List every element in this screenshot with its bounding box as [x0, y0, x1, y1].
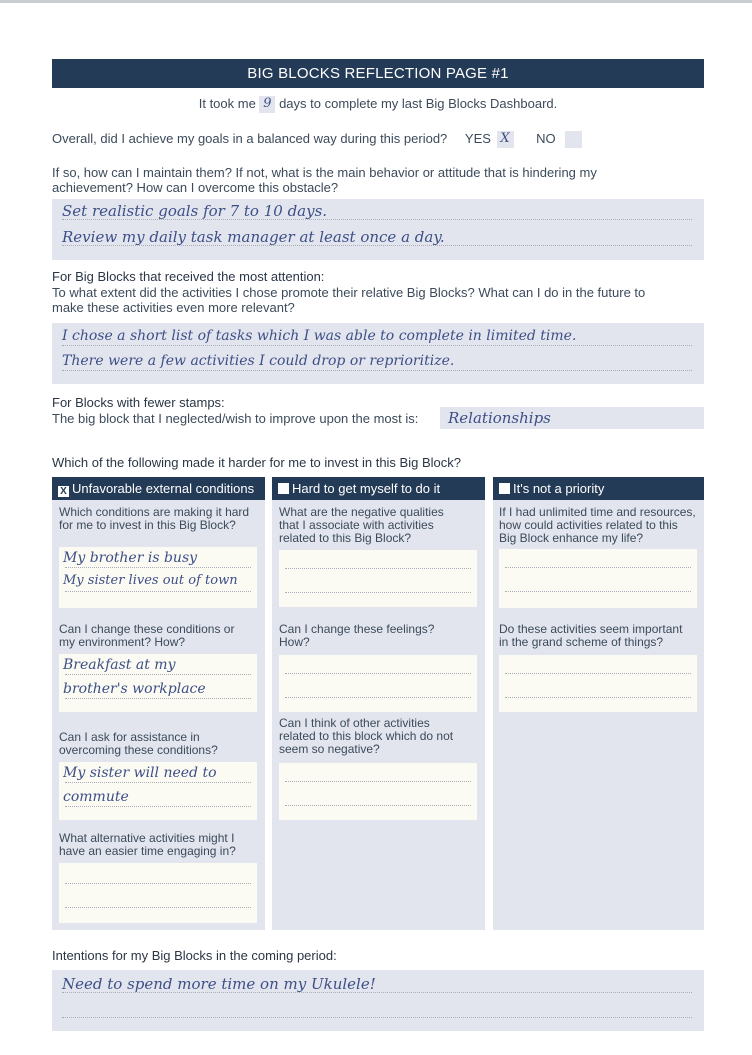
ruled-line [285, 805, 471, 806]
column-header-priority[interactable] [493, 477, 704, 500]
answer-box[interactable] [59, 547, 257, 608]
no-checkbox[interactable] [565, 131, 582, 148]
ruled-line [62, 370, 692, 371]
question [499, 623, 704, 649]
neglected-block-value: Relationships [448, 409, 551, 427]
top-border [0, 0, 752, 3]
intentions-heading: Intentions for my Big Blocks in the coming period: [52, 948, 337, 963]
question-line: seem so negative? [279, 742, 380, 756]
no-label: NO [536, 131, 556, 146]
question [279, 506, 483, 545]
most-attention-question [52, 285, 704, 315]
question-line: Can I change these conditions or [59, 622, 235, 636]
ruled-line [62, 345, 692, 346]
question-line: How? [279, 635, 310, 649]
question-line: for me to invest in this Big Block? [59, 518, 236, 532]
answer-text: commute [63, 789, 129, 805]
answer-text: My brother is busy [63, 550, 198, 566]
ruled-line [65, 567, 251, 568]
question-line: have an easier time engaging in? [59, 844, 236, 858]
column-header-external[interactable] [52, 477, 265, 500]
column-external [52, 500, 265, 930]
question-line: my environment? How? [59, 635, 186, 649]
question-line: Can I ask for assistance in [59, 730, 200, 744]
question-line: What alternative activities might I [59, 831, 235, 845]
ruled-line [65, 698, 251, 699]
maintain-question [52, 165, 704, 195]
maintain-answer-2: Review my daily task manager at least once a day. [62, 228, 445, 246]
ruled-line [65, 674, 251, 675]
maintain-question-line1: If so, how can I maintain them? If not, what is the main behavior or attitude that is hindering my [52, 165, 597, 180]
question-line: Do these activities seem important [499, 622, 683, 636]
column-title-hard: Hard to get myself to do it [292, 481, 441, 496]
answer-text: My sister will need to [63, 765, 217, 781]
intentions-answer-box[interactable] [52, 970, 704, 1031]
answer-box[interactable] [59, 654, 257, 712]
ruled-line [285, 697, 471, 698]
question [279, 717, 483, 756]
question-line: Can I change these feelings? [279, 622, 435, 636]
question-line: that I associate with activities [279, 518, 434, 532]
answer-box[interactable] [279, 655, 477, 712]
days-suffix: days to complete my last Big Blocks Dashboard. [279, 96, 558, 111]
goals-line [52, 131, 704, 148]
column-title-priority: It's not a priority [513, 481, 605, 496]
most-attention-question-line1: To what extent did the activities I chose promote their relative Big Blocks? What can I do in the future to [52, 285, 646, 300]
question [59, 506, 263, 532]
maintain-answer-box[interactable] [52, 199, 704, 260]
answer-box[interactable] [59, 762, 257, 820]
ruled-line [65, 591, 251, 592]
ruled-line [62, 1017, 692, 1018]
most-attention-answer-1: I chose a short list of tasks which I was able to complete in limited time. [62, 328, 577, 344]
harder-question: Which of the following made it harder for me to invest in this Big Block? [52, 455, 461, 470]
question-line: how could activities related to this [499, 518, 678, 532]
neglected-block-field[interactable] [440, 407, 704, 429]
days-line [52, 96, 704, 113]
column-header-hard[interactable] [272, 477, 485, 500]
answer-text: My sister lives out of town [63, 573, 238, 588]
most-attention-question-line2: make these activities even more relevant? [52, 300, 295, 315]
checkbox-external[interactable]: X [58, 486, 69, 497]
most-attention-answer-2: There were a few activities I could drop or reprioritize. [62, 353, 455, 369]
goals-question: Overall, did I achieve my goals in a balanced way during this period? [52, 131, 448, 146]
answer-box[interactable] [279, 763, 477, 820]
ruled-line [65, 883, 251, 884]
answer-box[interactable] [499, 655, 697, 712]
question-line: Big Block enhance my life? [499, 531, 644, 545]
column-hard [272, 500, 485, 930]
page-title: BIG BLOCKS REFLECTION PAGE #1 [52, 59, 704, 88]
answer-box[interactable] [499, 549, 697, 608]
ruled-line [505, 673, 691, 674]
ruled-line [505, 697, 691, 698]
question-line: in the grand scheme of things? [499, 635, 664, 649]
question-line: overcoming these conditions? [59, 743, 218, 757]
column-title-external: Unfavorable external conditions [72, 481, 255, 496]
question-line: Can I think of other activities [279, 716, 430, 730]
ruled-line [285, 592, 471, 593]
question-line: Which conditions are making it hard [59, 505, 250, 519]
most-attention-answer-box[interactable] [52, 323, 704, 384]
answer-text: Breakfast at my [63, 657, 176, 673]
fewer-stamps-heading: For Blocks with fewer stamps: [52, 395, 225, 410]
question [59, 731, 263, 757]
most-attention-heading: For Big Blocks that received the most attention: [52, 269, 325, 284]
intentions-answer: Need to spend more time on my Ukulele! [62, 975, 376, 993]
checkbox-hard[interactable] [278, 483, 289, 494]
ruled-line [285, 781, 471, 782]
question-line: If I had unlimited time and resources, [499, 505, 696, 519]
fewer-stamps-prompt: The big block that I neglected/wish to improve upon the most is: [52, 411, 419, 426]
maintain-answer-1: Set realistic goals for 7 to 10 days. [62, 202, 328, 220]
ruled-line [285, 673, 471, 674]
column-priority [493, 500, 704, 930]
answer-box[interactable] [59, 863, 257, 923]
answer-box[interactable] [279, 550, 477, 607]
ruled-line [65, 907, 251, 908]
question [59, 623, 263, 649]
maintain-question-line2: achievement? How can I overcome this obstacle? [52, 180, 339, 195]
question-line: related to this block which do not [279, 729, 454, 743]
ruled-line [505, 567, 691, 568]
days-field[interactable]: 9 [259, 96, 275, 113]
yes-label: YES [464, 131, 491, 146]
ruled-line [65, 782, 251, 783]
ruled-line [505, 591, 691, 592]
question [499, 506, 704, 545]
checkbox-priority[interactable] [499, 483, 510, 494]
ruled-line [285, 568, 471, 569]
answer-text: brother's workplace [63, 681, 206, 697]
question [59, 832, 263, 858]
days-prefix: It took me [198, 96, 256, 111]
question [279, 623, 483, 649]
question-line: related to this Big Block? [279, 531, 412, 545]
ruled-line [65, 806, 251, 807]
question-line: What are the negative qualities [279, 505, 444, 519]
yes-checkbox[interactable]: X [497, 131, 514, 148]
